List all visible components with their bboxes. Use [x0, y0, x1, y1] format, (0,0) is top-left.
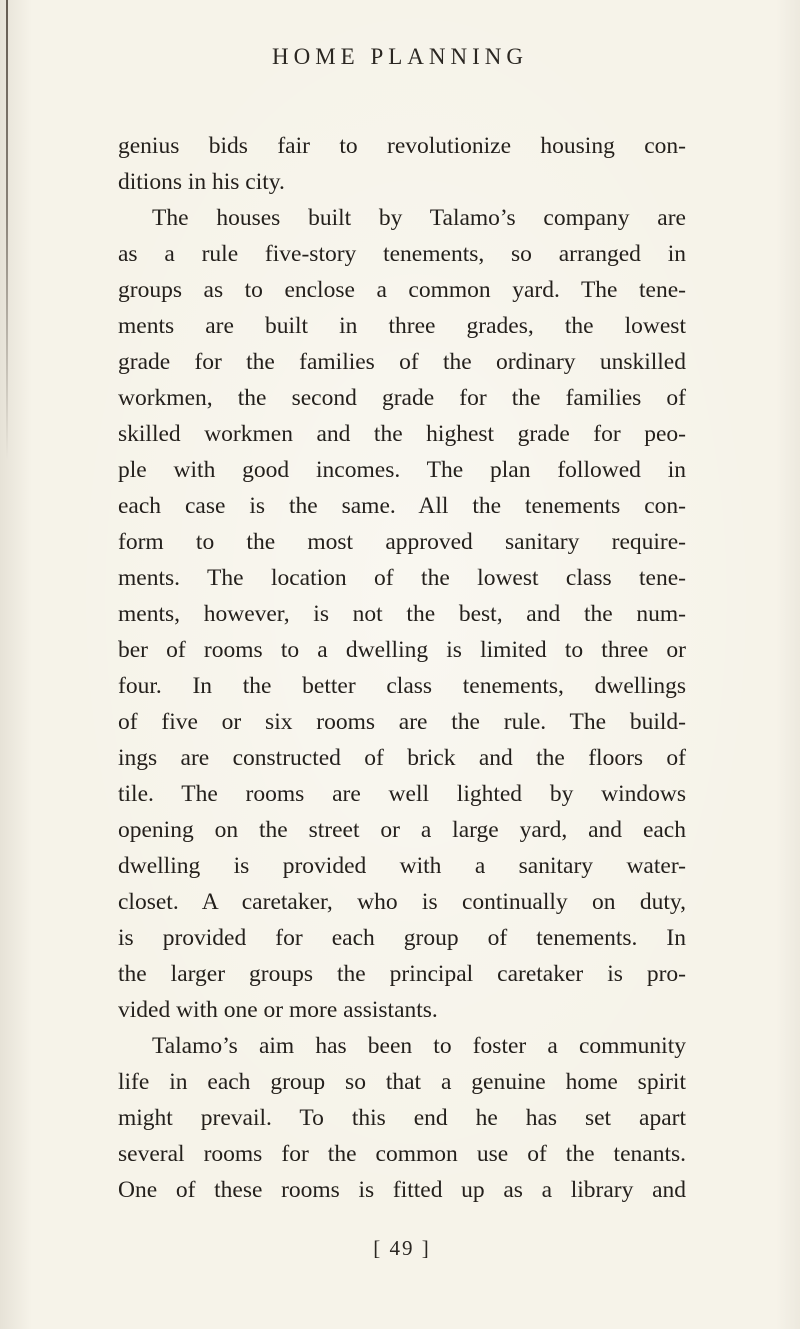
text-line: might prevail. To this end he has set apart: [118, 1105, 686, 1131]
paragraph: [118, 128, 686, 200]
page-number: [ 49 ]: [373, 1236, 431, 1260]
text-line: dwelling is provided with a sanitary water-: [118, 853, 686, 879]
text-line: workmen, the second grade for the families of: [118, 385, 686, 411]
text-line: ings are constructed of brick and the floors of: [118, 745, 686, 771]
text-line: form to the most approved sanitary require-: [118, 529, 686, 555]
paragraph: [118, 1028, 686, 1208]
text-line: Talamo’s aim has been to foster a community: [152, 1033, 686, 1059]
text-line: several rooms for the common use of the tenants.: [118, 1141, 686, 1167]
text-line: tile. The rooms are well lighted by windows: [118, 781, 686, 807]
text-line: four. In the better class tenements, dwellings: [118, 673, 686, 699]
paragraph: [118, 200, 686, 1028]
text-line: ple with good incomes. The plan followed in: [118, 457, 686, 483]
text-line: of five or six rooms are the rule. The build-: [118, 709, 686, 735]
text-line: One of these rooms is fitted up as a library and: [118, 1177, 686, 1203]
running-head: HOME PLANNING: [271, 44, 529, 69]
text-line: life in each group so that a genuine home spirit: [118, 1069, 686, 1095]
text-line: closet. A caretaker, who is continually on duty,: [118, 889, 686, 915]
text-line: is provided for each group of tenements. In: [118, 925, 686, 951]
text-line: the larger groups the principal caretaker is pro-: [118, 961, 686, 987]
text-line: ber of rooms to a dwelling is limited to three or: [118, 637, 686, 663]
text-line: The houses built by Talamo’s company are: [152, 205, 686, 231]
text-line: opening on the street or a large yard, and each: [118, 817, 686, 843]
text-line: ments are built in three grades, the lowest: [118, 313, 686, 339]
body-text: [118, 128, 686, 1208]
text-line: as a rule five-story tenements, so arranged in: [118, 241, 686, 267]
text-line: ments. The location of the lowest class tene-: [118, 565, 686, 591]
text-line: ments, however, is not the best, and the num-: [118, 601, 686, 627]
text-line: genius bids fair to revolutionize housing con-: [118, 133, 686, 159]
page-edge-shadow: [6, 0, 8, 460]
text-line: each case is the same. All the tenements con-: [118, 493, 686, 519]
text-line: groups as to enclose a common yard. The tene-: [118, 277, 686, 303]
text-line: grade for the families of the ordinary unskilled: [118, 349, 686, 375]
text-line: vided with one or more assistants.: [118, 997, 438, 1023]
text-line: skilled workmen and the highest grade for peo-: [118, 421, 686, 447]
text-line: ditions in his city.: [118, 169, 285, 195]
